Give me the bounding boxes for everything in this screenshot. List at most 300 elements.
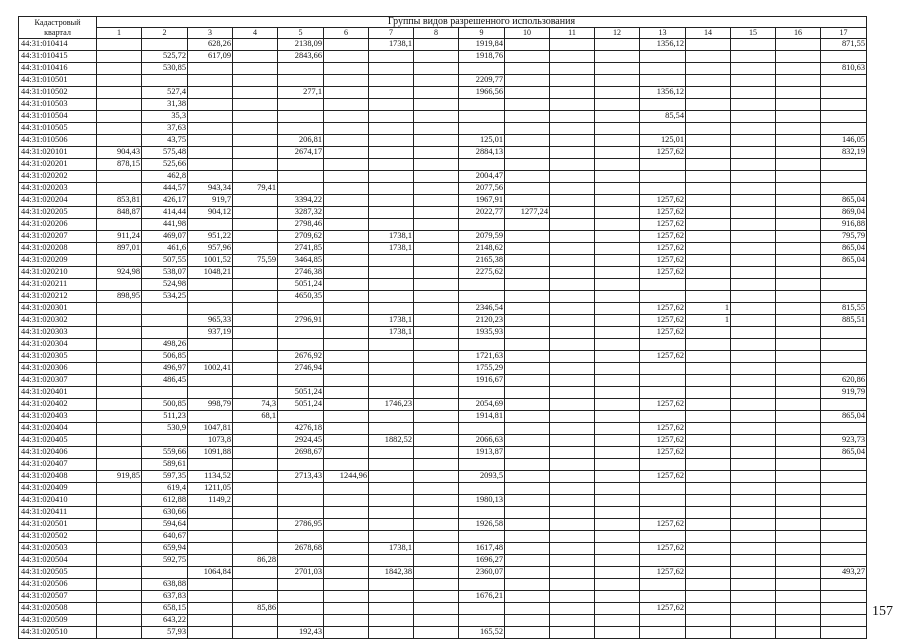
- value-cell: [414, 171, 459, 183]
- value-cell: [324, 195, 369, 207]
- value-cell: 1257,62: [640, 267, 686, 279]
- value-cell: [640, 507, 686, 519]
- value-cell: [731, 495, 776, 507]
- value-cell: [550, 123, 595, 135]
- groups-header: Группы видов разрешенного использования: [97, 17, 867, 28]
- value-cell: 1746,23: [369, 399, 414, 411]
- value-cell: [595, 507, 640, 519]
- value-cell: [188, 519, 233, 531]
- value-cell: [97, 183, 142, 195]
- value-cell: [414, 555, 459, 567]
- value-cell: [369, 627, 414, 639]
- value-cell: [97, 219, 142, 231]
- value-cell: [686, 555, 731, 567]
- cadastral-number-cell: 44:31:020305: [19, 351, 97, 363]
- value-cell: [278, 75, 324, 87]
- value-cell: [188, 615, 233, 627]
- value-cell: 5051,24: [278, 399, 324, 411]
- value-cell: [278, 99, 324, 111]
- value-cell: [776, 483, 821, 495]
- value-cell: [414, 459, 459, 471]
- value-cell: [324, 219, 369, 231]
- value-cell: [550, 483, 595, 495]
- value-cell: 897,01: [97, 243, 142, 255]
- value-cell: [505, 267, 550, 279]
- value-cell: [278, 495, 324, 507]
- value-cell: [233, 159, 278, 171]
- value-cell: 1966,56: [459, 87, 505, 99]
- value-cell: 426,17: [142, 195, 188, 207]
- value-cell: [686, 123, 731, 135]
- value-cell: [233, 147, 278, 159]
- cadastral-number-cell: 44:31:020208: [19, 243, 97, 255]
- value-cell: [459, 159, 505, 171]
- value-cell: [731, 375, 776, 387]
- value-cell: [278, 171, 324, 183]
- value-cell: [142, 303, 188, 315]
- value-cell: [776, 303, 821, 315]
- value-cell: [505, 135, 550, 147]
- value-cell: 612,88: [142, 495, 188, 507]
- value-cell: [731, 459, 776, 471]
- value-cell: [97, 387, 142, 399]
- value-cell: 1001,52: [188, 255, 233, 267]
- value-cell: [686, 387, 731, 399]
- value-cell: [731, 327, 776, 339]
- cadastral-number-cell: 44:31:020510: [19, 627, 97, 639]
- value-cell: [324, 255, 369, 267]
- value-cell: [414, 99, 459, 111]
- value-cell: [414, 423, 459, 435]
- value-cell: [595, 87, 640, 99]
- value-cell: [731, 87, 776, 99]
- value-cell: [188, 351, 233, 363]
- value-cell: [459, 531, 505, 543]
- value-cell: [414, 399, 459, 411]
- value-cell: 919,79: [821, 387, 867, 399]
- value-cell: 1244,96: [324, 471, 369, 483]
- value-cell: [821, 399, 867, 411]
- value-cell: [550, 315, 595, 327]
- cadastral-number-cell: 44:31:010504: [19, 111, 97, 123]
- value-cell: [233, 531, 278, 543]
- value-cell: [97, 75, 142, 87]
- value-cell: [97, 279, 142, 291]
- value-cell: [595, 423, 640, 435]
- value-cell: [188, 303, 233, 315]
- value-cell: 414,44: [142, 207, 188, 219]
- value-cell: 957,96: [188, 243, 233, 255]
- cadastral-number-cell: 44:31:010505: [19, 123, 97, 135]
- value-cell: [369, 471, 414, 483]
- value-cell: [324, 447, 369, 459]
- value-cell: 2079,59: [459, 231, 505, 243]
- value-cell: 1091,88: [188, 447, 233, 459]
- value-cell: [324, 615, 369, 627]
- value-cell: [686, 51, 731, 63]
- value-cell: 865,04: [821, 255, 867, 267]
- value-cell: [550, 99, 595, 111]
- value-cell: [505, 183, 550, 195]
- table-row: [19, 315, 867, 327]
- value-cell: 2093,5: [459, 471, 505, 483]
- value-cell: 2701,03: [278, 567, 324, 579]
- value-cell: 1738,1: [369, 327, 414, 339]
- cadastral-number-cell: 44:31:020409: [19, 483, 97, 495]
- value-cell: [550, 375, 595, 387]
- value-cell: [278, 483, 324, 495]
- value-cell: [550, 495, 595, 507]
- value-cell: [776, 99, 821, 111]
- value-cell: [776, 351, 821, 363]
- value-cell: 2746,94: [278, 363, 324, 375]
- value-cell: [776, 219, 821, 231]
- value-cell: [731, 303, 776, 315]
- value-cell: [505, 243, 550, 255]
- value-cell: [278, 159, 324, 171]
- cadastral-number-cell: 44:31:020406: [19, 447, 97, 459]
- value-cell: 3394,22: [278, 195, 324, 207]
- value-cell: [324, 507, 369, 519]
- value-cell: [505, 87, 550, 99]
- value-cell: 1842,38: [369, 567, 414, 579]
- value-cell: [550, 327, 595, 339]
- value-cell: 525,72: [142, 51, 188, 63]
- value-cell: [188, 603, 233, 615]
- value-cell: [776, 627, 821, 639]
- value-cell: [369, 75, 414, 87]
- value-cell: [97, 171, 142, 183]
- value-cell: [233, 483, 278, 495]
- value-cell: [821, 579, 867, 591]
- value-cell: 1755,29: [459, 363, 505, 375]
- value-cell: 638,88: [142, 579, 188, 591]
- value-cell: [97, 567, 142, 579]
- value-cell: [414, 75, 459, 87]
- value-cell: [324, 387, 369, 399]
- value-cell: [731, 75, 776, 87]
- value-cell: [369, 411, 414, 423]
- column-number: 17: [821, 28, 867, 39]
- value-cell: 1257,62: [640, 255, 686, 267]
- value-cell: [731, 315, 776, 327]
- value-cell: 5051,24: [278, 387, 324, 399]
- value-cell: 507,55: [142, 255, 188, 267]
- value-cell: [776, 543, 821, 555]
- value-cell: 919,85: [97, 471, 142, 483]
- value-cell: [324, 135, 369, 147]
- value-cell: [369, 171, 414, 183]
- value-cell: 878,15: [97, 159, 142, 171]
- value-cell: [97, 483, 142, 495]
- value-cell: [686, 279, 731, 291]
- value-cell: [821, 363, 867, 375]
- value-cell: [776, 495, 821, 507]
- value-cell: 832,19: [821, 147, 867, 159]
- value-cell: [505, 231, 550, 243]
- value-cell: [188, 411, 233, 423]
- value-cell: [686, 495, 731, 507]
- value-cell: [369, 387, 414, 399]
- value-cell: [324, 231, 369, 243]
- value-cell: [731, 63, 776, 75]
- value-cell: 1967,91: [459, 195, 505, 207]
- value-cell: 1738,1: [369, 315, 414, 327]
- value-cell: [369, 447, 414, 459]
- value-cell: [640, 339, 686, 351]
- value-cell: [776, 591, 821, 603]
- value-cell: 640,67: [142, 531, 188, 543]
- table-row: [19, 159, 867, 171]
- value-cell: [505, 195, 550, 207]
- value-cell: 559,66: [142, 447, 188, 459]
- value-cell: [142, 75, 188, 87]
- value-cell: 2709,62: [278, 231, 324, 243]
- value-cell: 1257,62: [640, 219, 686, 231]
- cadastral-number-cell: 44:31:020506: [19, 579, 97, 591]
- value-cell: [731, 387, 776, 399]
- value-cell: [821, 351, 867, 363]
- value-cell: [550, 435, 595, 447]
- cadastral-number-cell: 44:31:020509: [19, 615, 97, 627]
- value-cell: [821, 495, 867, 507]
- value-cell: [142, 567, 188, 579]
- value-cell: [731, 531, 776, 543]
- value-cell: [640, 555, 686, 567]
- value-cell: [278, 507, 324, 519]
- value-cell: [369, 375, 414, 387]
- cadastral-header-line2: квартал: [44, 27, 71, 37]
- value-cell: [505, 315, 550, 327]
- value-cell: [640, 579, 686, 591]
- value-cell: [188, 543, 233, 555]
- value-cell: [414, 291, 459, 303]
- cadastral-number-cell: 44:31:020504: [19, 555, 97, 567]
- value-cell: [686, 291, 731, 303]
- value-cell: [731, 579, 776, 591]
- cadastral-number-cell: 44:31:010506: [19, 135, 97, 147]
- column-number: 15: [731, 28, 776, 39]
- value-cell: [550, 243, 595, 255]
- value-cell: 461,6: [142, 243, 188, 255]
- value-cell: [595, 123, 640, 135]
- value-cell: [505, 75, 550, 87]
- value-cell: [550, 207, 595, 219]
- cadastral-number-cell: 44:31:010416: [19, 63, 97, 75]
- value-cell: 3287,32: [278, 207, 324, 219]
- table-body: [19, 39, 867, 639]
- value-cell: [595, 579, 640, 591]
- cadastral-number-cell: 44:31:020410: [19, 495, 97, 507]
- value-cell: [686, 603, 731, 615]
- value-cell: [640, 627, 686, 639]
- value-cell: [369, 147, 414, 159]
- cadastral-number-cell: 44:31:020302: [19, 315, 97, 327]
- cadastral-number-cell: 44:31:020201: [19, 159, 97, 171]
- value-cell: [731, 39, 776, 51]
- value-cell: 2077,56: [459, 183, 505, 195]
- value-cell: [324, 303, 369, 315]
- value-cell: [821, 339, 867, 351]
- value-cell: 1738,1: [369, 39, 414, 51]
- column-number: 9: [459, 28, 505, 39]
- value-cell: [188, 507, 233, 519]
- value-cell: 2209,77: [459, 75, 505, 87]
- value-cell: 620,86: [821, 375, 867, 387]
- value-cell: [595, 435, 640, 447]
- value-cell: 1926,58: [459, 519, 505, 531]
- value-cell: 4276,18: [278, 423, 324, 435]
- value-cell: [414, 435, 459, 447]
- value-cell: [369, 339, 414, 351]
- value-cell: [776, 339, 821, 351]
- value-cell: [731, 135, 776, 147]
- value-cell: [278, 303, 324, 315]
- value-cell: [686, 351, 731, 363]
- value-cell: [776, 387, 821, 399]
- value-cell: 444,57: [142, 183, 188, 195]
- value-cell: [324, 243, 369, 255]
- value-cell: [414, 531, 459, 543]
- value-cell: [776, 111, 821, 123]
- value-cell: [776, 519, 821, 531]
- value-cell: [731, 351, 776, 363]
- value-cell: [369, 123, 414, 135]
- value-cell: [233, 243, 278, 255]
- table-row: [19, 303, 867, 315]
- value-cell: [414, 447, 459, 459]
- value-cell: [776, 567, 821, 579]
- value-cell: [686, 159, 731, 171]
- value-cell: [414, 159, 459, 171]
- value-cell: 3464,85: [278, 255, 324, 267]
- value-cell: [505, 579, 550, 591]
- value-cell: [97, 435, 142, 447]
- cadastral-header: [19, 17, 97, 39]
- value-cell: [821, 519, 867, 531]
- value-cell: [505, 123, 550, 135]
- value-cell: [731, 255, 776, 267]
- value-cell: 2004,47: [459, 171, 505, 183]
- value-cell: [640, 387, 686, 399]
- cadastral-number-cell: 44:31:020304: [19, 339, 97, 351]
- value-cell: [97, 303, 142, 315]
- value-cell: [505, 591, 550, 603]
- value-cell: 2786,95: [278, 519, 324, 531]
- cadastral-number-cell: 44:31:020212: [19, 291, 97, 303]
- value-cell: [369, 99, 414, 111]
- value-cell: [97, 135, 142, 147]
- value-cell: [459, 459, 505, 471]
- value-cell: 2713,43: [278, 471, 324, 483]
- value-cell: [233, 207, 278, 219]
- table-row: [19, 375, 867, 387]
- value-cell: [731, 543, 776, 555]
- value-cell: [550, 579, 595, 591]
- value-cell: 57,93: [142, 627, 188, 639]
- value-cell: [414, 51, 459, 63]
- value-cell: 43,75: [142, 135, 188, 147]
- value-cell: [550, 591, 595, 603]
- value-cell: [414, 255, 459, 267]
- value-cell: 1073,8: [188, 435, 233, 447]
- value-cell: [278, 591, 324, 603]
- value-cell: 2698,67: [278, 447, 324, 459]
- value-cell: [369, 183, 414, 195]
- value-cell: [505, 303, 550, 315]
- value-cell: [324, 75, 369, 87]
- value-cell: [595, 39, 640, 51]
- value-cell: [188, 219, 233, 231]
- value-cell: [97, 339, 142, 351]
- value-cell: [550, 195, 595, 207]
- table-row: [19, 543, 867, 555]
- value-cell: 1257,62: [640, 327, 686, 339]
- value-cell: 1935,93: [459, 327, 505, 339]
- value-cell: [595, 627, 640, 639]
- value-cell: 904,12: [188, 207, 233, 219]
- value-cell: [776, 531, 821, 543]
- value-cell: [369, 603, 414, 615]
- value-cell: [731, 147, 776, 159]
- value-cell: [324, 291, 369, 303]
- value-cell: [142, 327, 188, 339]
- value-cell: 1257,62: [640, 543, 686, 555]
- cadastral-number-cell: 44:31:020307: [19, 375, 97, 387]
- value-cell: [505, 483, 550, 495]
- value-cell: 815,55: [821, 303, 867, 315]
- value-cell: 1257,62: [640, 207, 686, 219]
- value-cell: [550, 171, 595, 183]
- value-cell: [595, 351, 640, 363]
- value-cell: [459, 387, 505, 399]
- value-cell: [188, 459, 233, 471]
- table-row: [19, 627, 867, 639]
- cadastral-number-cell: 44:31:020402: [19, 399, 97, 411]
- value-cell: 575,48: [142, 147, 188, 159]
- value-cell: 1257,62: [640, 231, 686, 243]
- value-cell: [414, 615, 459, 627]
- value-cell: [505, 423, 550, 435]
- value-cell: [233, 279, 278, 291]
- value-cell: [505, 291, 550, 303]
- value-cell: [505, 603, 550, 615]
- value-cell: 643,22: [142, 615, 188, 627]
- table-row: [19, 291, 867, 303]
- value-cell: 2798,46: [278, 219, 324, 231]
- column-number: 2: [142, 28, 188, 39]
- value-cell: [414, 303, 459, 315]
- value-cell: [459, 63, 505, 75]
- value-cell: [414, 471, 459, 483]
- value-cell: [776, 327, 821, 339]
- value-cell: [233, 579, 278, 591]
- value-cell: [459, 507, 505, 519]
- value-cell: [233, 375, 278, 387]
- value-cell: [731, 267, 776, 279]
- value-cell: [414, 543, 459, 555]
- value-cell: [821, 531, 867, 543]
- table-row: [19, 447, 867, 459]
- value-cell: [686, 231, 731, 243]
- value-cell: [686, 63, 731, 75]
- value-cell: [233, 171, 278, 183]
- value-cell: [731, 483, 776, 495]
- value-cell: [97, 375, 142, 387]
- value-cell: [324, 363, 369, 375]
- value-cell: [233, 507, 278, 519]
- value-cell: 2275,62: [459, 267, 505, 279]
